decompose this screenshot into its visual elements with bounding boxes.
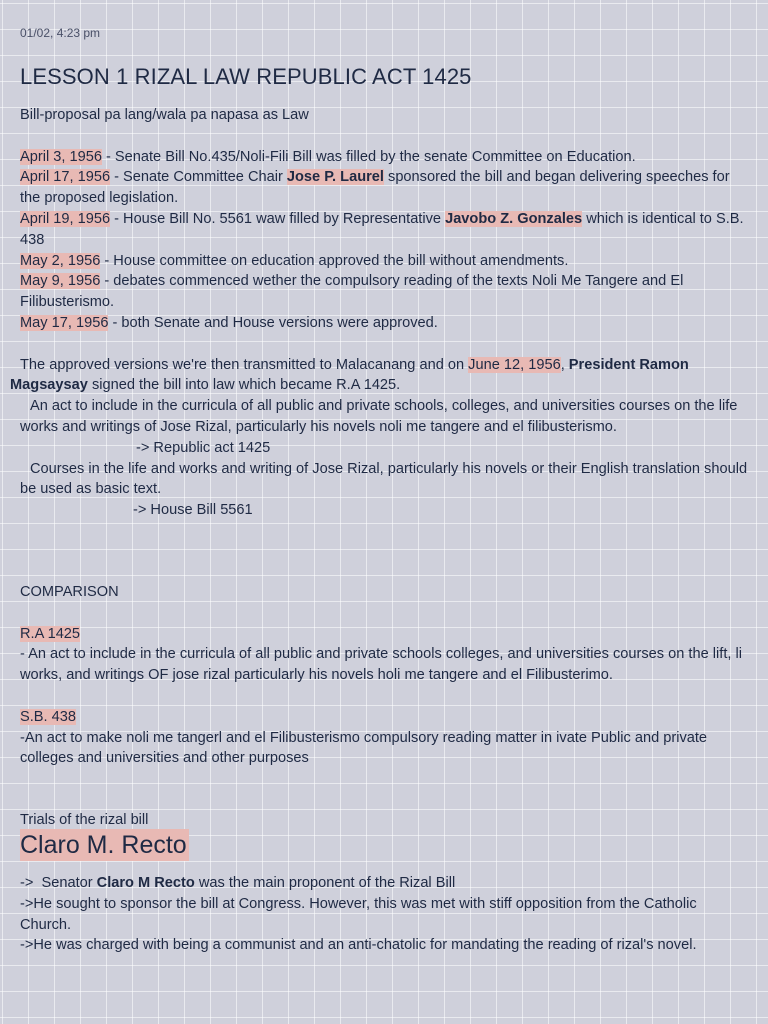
timeline-date: May 9, 1956 (20, 273, 101, 290)
recto-note: -> Senator Claro M Recto was the main proponent of the Rizal Bill (20, 875, 456, 891)
recto-notes (20, 873, 750, 956)
timeline-date: May 2, 1956 (20, 252, 101, 269)
note-body (10, 105, 750, 521)
recto-name-bold: Claro M Recto (96, 875, 195, 891)
comparison-heading: COMPARISON (20, 584, 119, 600)
courses-reference: -> House Bill 5561 (133, 502, 253, 519)
timeline-date: May 17, 1956 (20, 314, 109, 331)
ra-text: - An act to include in the curricula of all public and private schools colleges, and universities courses on the lift, li works, and writings OF jose rizal particularly his novels holi me tangere and el Filibusterimo. (20, 646, 742, 684)
intro-text: Bill-proposal pa lang/wala pa napasa as Law (20, 107, 309, 123)
recto-note: ->He was charged with being a communist and an anti-chatolic for mandating the reading of rizal's novel. (20, 937, 697, 954)
act-reference: -> Republic act 1425 (136, 439, 271, 456)
timeline-date: April 3, 1956 (20, 148, 102, 165)
sb-label: S.B. 438 (20, 708, 76, 725)
courses-paragraph: Courses in the life and works and writing of Jose Rizal, particularly his novels or their English translation should be used as basic text. (20, 460, 748, 498)
comparison-section (20, 582, 750, 769)
sb-text: -An act to make noli me tangerl and el Filibusterismo compulsory reading matter in ivate Public and private colleges and universities and other purposes (20, 729, 708, 767)
timeline-item: May 9, 1956 - debates commenced wether the compulsory reading of the texts Noli Me Tangere and El Filibusterismo. (20, 273, 684, 311)
approval-paragraph: The approved versions we're then transmitted to Malacanang and on June 12, 1956, President Ramon Magsaysay signed the bill into law which became R.A 1425. (10, 356, 689, 394)
timeline-item: April 17, 1956 - Senate Committee Chair Jose P. Laurel sponsored the bill and began delivering speeches for the proposed legislation. (20, 169, 730, 207)
note-timestamp: 01/02, 4:23 pm (20, 26, 101, 40)
page-title: LESSON 1 RIZAL LAW REPUBLIC ACT 1425 (20, 64, 472, 89)
timeline-item: May 17, 1956 - both Senate and House versions were approved. (20, 314, 438, 331)
highlighted-name: Jose P. Laurel (286, 169, 384, 186)
timeline-item: May 2, 1956 - House committee on education approved the bill without amendments. (20, 252, 569, 269)
approval-date: June 12, 1956 (468, 356, 561, 373)
timeline-date: April 19, 1956 (20, 210, 111, 227)
act-paragraph: An act to include in the curricula of all public and private schools, colleges, and universities courses on the life works and writings of Jose Rizal, particularly his novels noli me tangere and el filibusterismo. (20, 398, 738, 435)
timeline-date: April 17, 1956 (20, 169, 111, 186)
recto-note: ->He sought to sponsor the bill at Congress. However, this was met with stiff opposition from the Catholic Church. (20, 895, 697, 933)
president-name: President Ramon Magsaysay (10, 356, 689, 394)
timeline-item: April 3, 1956 - Senate Bill No.435/Noli-Fili Bill was filled by the senate Committee on Education. (20, 148, 636, 165)
trials-heading: Trials of the rizal bill (20, 812, 149, 828)
ra-label: R.A 1425 (20, 625, 81, 642)
highlighted-name: Javobo Z. Gonzales (445, 210, 583, 227)
timeline-item: April 19, 1956 - House Bill No. 5561 waw filled by Representative Javobo Z. Gonzales which is identical to S.B. 438 (20, 210, 744, 248)
recto-heading: Claro M. Recto (20, 831, 187, 859)
